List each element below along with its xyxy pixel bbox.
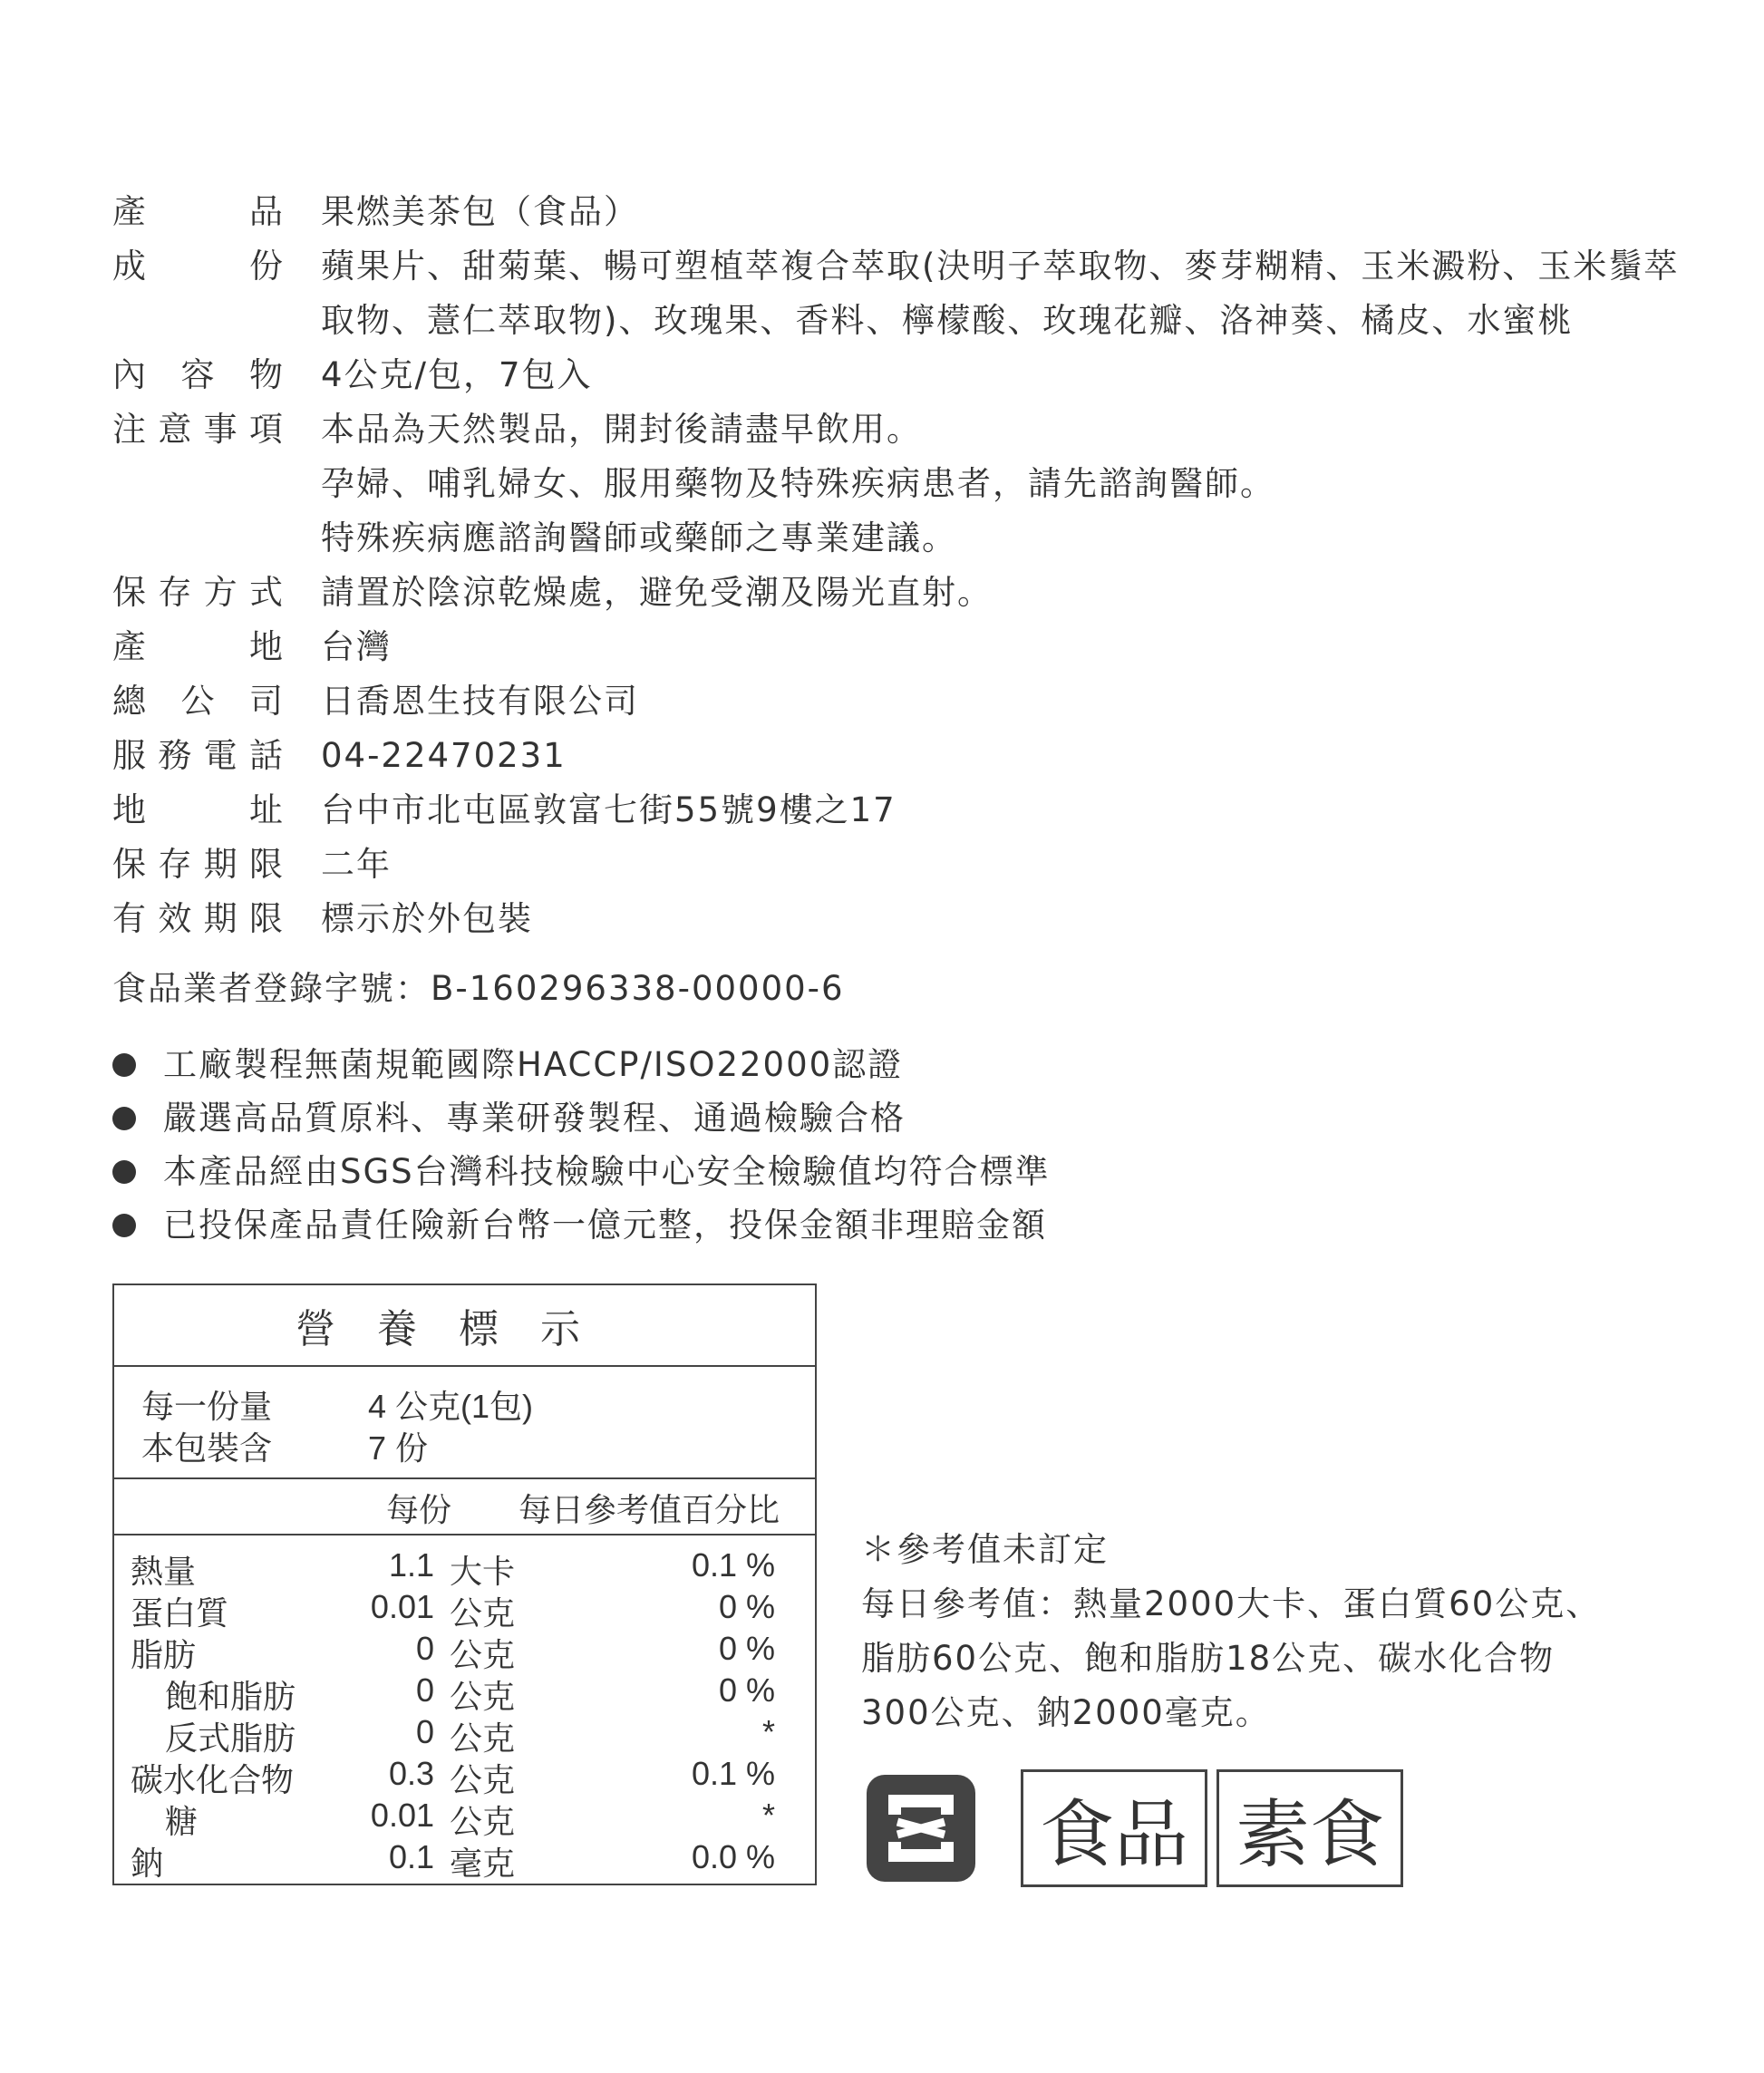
info-value: 果燃美茶包（食品）	[321, 192, 639, 231]
pack-label: 本包裝含	[141, 1429, 273, 1467]
serving-info	[114, 1367, 815, 1479]
bullet-text: 本產品經由SGS台灣科技檢驗中心安全檢驗值均符合標準	[163, 1152, 1051, 1191]
nutrition-row	[114, 1588, 815, 1630]
nutrient-amount: 0	[415, 1713, 434, 1750]
info-value: 4公克/包，7包入	[321, 355, 593, 394]
serving-value: 4 公克(1包)	[368, 1388, 534, 1425]
info-label: 保 存 期 限	[112, 845, 285, 884]
info-row	[112, 185, 1708, 239]
nutrition-row	[114, 1755, 815, 1797]
info-row	[112, 892, 1708, 946]
info-label: 產 地	[112, 627, 285, 666]
nutrient-name: 反式脂肪	[165, 1719, 296, 1757]
recycle-icon	[861, 1769, 981, 1887]
reference-note	[861, 1523, 1601, 1740]
note-line: 每日參考值：熱量2000大卡、蛋白質60公克、	[861, 1584, 1602, 1623]
nutrition-title: 營養標示	[114, 1285, 815, 1367]
nutrient-amount: 0	[415, 1671, 434, 1709]
info-row	[112, 729, 1708, 783]
info-value: 台灣	[321, 627, 392, 666]
info-label: 注 意 事 項	[112, 410, 285, 449]
nutrition-row	[114, 1671, 815, 1713]
nutrient-unit: 公克	[450, 1636, 516, 1673]
info-label: 服 務 電 話	[112, 736, 285, 775]
info-value: 特殊疾病應諮詢醫師或藥師之專業建議。	[321, 518, 957, 557]
certification-badges	[861, 1769, 1412, 1887]
bullet-dot-icon	[112, 1053, 136, 1077]
bullet-text: 工廠製程無菌規範國際HACCP/ISO22000認證	[163, 1045, 904, 1084]
bullet-item	[112, 1091, 1051, 1145]
serving-label: 每一份量	[141, 1388, 273, 1425]
nutrient-name: 碳水化合物	[131, 1761, 295, 1798]
badge-vegetarian: 素食	[1216, 1769, 1403, 1887]
note-line: ＊參考值未訂定	[861, 1530, 1109, 1569]
nutrient-name: 鈉	[131, 1845, 164, 1882]
info-value: 本品為天然製品，開封後請盡早飲用。	[321, 410, 922, 449]
nutrition-row	[114, 1546, 815, 1588]
nutrient-amount: 0.1	[388, 1838, 434, 1875]
info-row	[112, 838, 1708, 892]
nutrition-table	[112, 1284, 817, 1885]
nutrient-unit: 大卡	[450, 1553, 516, 1590]
info-value: 標示於外包裝	[321, 899, 533, 938]
nutrient-name: 脂肪	[131, 1636, 197, 1673]
info-label: 產 品	[112, 192, 285, 231]
info-row	[112, 783, 1708, 838]
bullet-text: 嚴選高品質原料、專業研發製程、通過檢驗合格	[163, 1099, 906, 1138]
nutrition-header	[114, 1479, 815, 1535]
nutrient-unit: 公克	[450, 1719, 516, 1757]
bullet-dot-icon	[112, 1214, 136, 1237]
info-label: 內 容 物	[112, 355, 285, 394]
info-row	[112, 348, 1708, 402]
info-value: 取物、薏仁萃取物)、玫瑰果、香料、檸檬酸、玫瑰花瓣、洛神葵、橘皮、水蜜桃	[321, 301, 1574, 340]
info-row	[112, 674, 1708, 729]
note-line: 300公克、鈉2000毫克。	[861, 1693, 1271, 1732]
nutrient-name: 蛋白質	[131, 1594, 229, 1632]
pack-value: 7 份	[368, 1429, 429, 1467]
nutrient-daily-pct: 0.0 %	[691, 1838, 775, 1875]
info-label: 地 址	[112, 790, 285, 829]
info-value: 請置於陰涼乾燥處，避免受潮及陽光直射。	[321, 573, 993, 612]
nutrient-name: 熱量	[131, 1553, 197, 1590]
nutrition-row	[114, 1838, 815, 1880]
info-label: 保 存 方 式	[112, 573, 285, 612]
nutrient-amount: 0.01	[370, 1588, 434, 1625]
bullet-item	[112, 1145, 1051, 1198]
nutrient-name: 糖	[165, 1803, 199, 1840]
nutrient-daily-pct: 0.1 %	[691, 1546, 775, 1584]
info-row	[112, 402, 1708, 566]
bullet-dot-icon	[112, 1107, 136, 1130]
note-line: 脂肪60公克、飽和脂肪18公克、碳水化合物	[861, 1639, 1556, 1678]
col-per-serving: 每份	[386, 1491, 452, 1528]
registration-number: 食品業者登錄字號：B-160296338-00000-6	[112, 969, 845, 1008]
info-row	[112, 566, 1708, 620]
info-value: 二年	[321, 845, 392, 884]
nutrition-row	[114, 1797, 815, 1838]
bullet-item	[112, 1198, 1051, 1252]
info-value: 日喬恩生技有限公司	[321, 682, 639, 721]
nutrient-name: 飽和脂肪	[165, 1678, 296, 1715]
info-row	[112, 239, 1708, 348]
nutrient-amount: 0	[415, 1630, 434, 1667]
nutrient-daily-pct: 0.1 %	[691, 1755, 775, 1792]
info-row	[112, 620, 1708, 674]
info-value: 蘋果片、甜菊葉、暢可塑植萃複合萃取(決明子萃取物、麥芽糊精、玉米澱粉、玉米鬚萃	[321, 247, 1680, 286]
nutrient-amount: 0.3	[388, 1755, 434, 1792]
nutrient-unit: 公克	[450, 1761, 516, 1798]
badge-food: 食品	[1021, 1769, 1207, 1887]
product-info	[112, 185, 1708, 946]
info-value: 孕婦、哺乳婦女、服用藥物及特殊疾病患者，請先諮詢醫師。	[321, 464, 1275, 503]
bullet-text: 已投保產品責任險新台幣一億元整，投保金額非理賠金額	[163, 1206, 1047, 1245]
nutrient-amount: 0.01	[370, 1797, 434, 1834]
nutrient-unit: 公克	[450, 1678, 516, 1715]
info-label: 成 份	[112, 247, 285, 286]
info-label: 有 效 期 限	[112, 899, 285, 938]
col-daily-pct: 每日參考值百分比	[519, 1491, 780, 1528]
bullet-item	[112, 1038, 1051, 1091]
nutrition-row	[114, 1713, 815, 1755]
nutrient-daily-pct: *	[761, 1713, 775, 1750]
nutrient-amount: 1.1	[388, 1546, 434, 1584]
bullet-dot-icon	[112, 1160, 136, 1184]
nutrient-daily-pct: 0 %	[718, 1630, 775, 1667]
nutrient-daily-pct: 0 %	[718, 1588, 775, 1625]
info-label: 總 公 司	[112, 682, 285, 721]
nutrient-unit: 公克	[450, 1803, 516, 1840]
nutrient-daily-pct: *	[761, 1797, 775, 1834]
nutrient-daily-pct: 0 %	[718, 1671, 775, 1709]
nutrient-unit: 公克	[450, 1594, 516, 1632]
info-value: 04-22470231	[321, 736, 567, 775]
feature-bullets	[112, 1038, 1051, 1252]
nutrition-row	[114, 1630, 815, 1671]
info-value: 台中市北屯區敦富七街55號9樓之17	[321, 790, 897, 829]
nutrient-unit: 毫克	[450, 1845, 516, 1882]
